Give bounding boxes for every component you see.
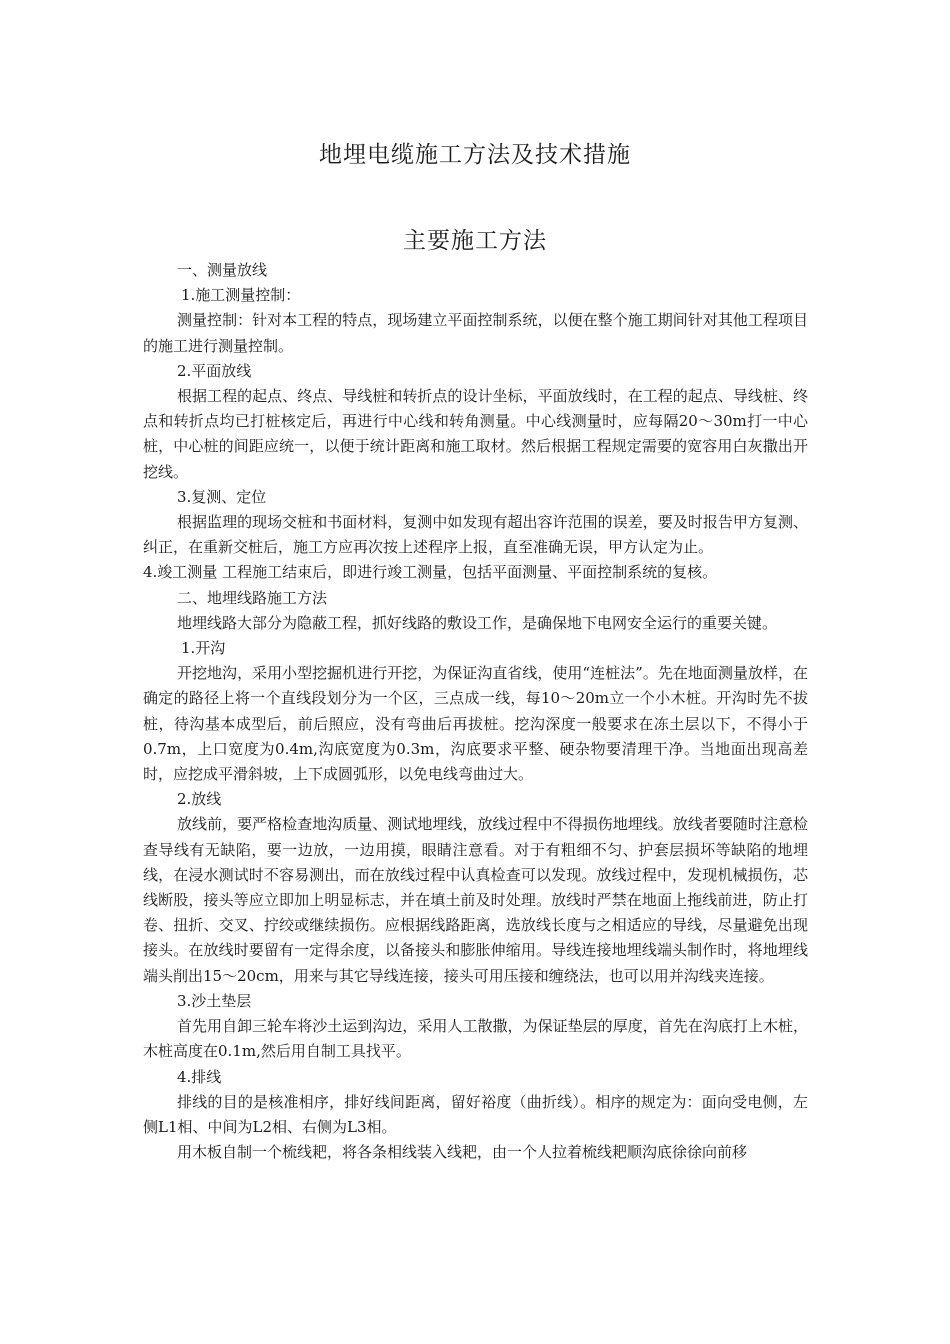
paragraph: 地埋线路大部分为隐蔽工程，抓好线路的敷设工作，是确保地下电网安全运行的重要关键。 xyxy=(177,613,778,632)
paragraph: 2.放线 xyxy=(177,790,222,809)
paragraph: 开挖地沟，采用小型挖掘机进行开挖，为保证沟直省线，使用“连桩法”。先在地面测量放样，在确定的路径上将一个直线段划分为一个区，三点成一线，每10～20m立一个小木桩。开沟时先不拔桩，待沟基本成型后，前后照应，没有弯曲后再拔桩。挖沟深度一般要求在冻土层以下，不得小于0.7m，上口宽度为0.4m,沟底宽度为0.3m，沟底要求平整、硬杂物要清理干净。当地面出现高差时，应挖成平滑斜坡，上下成圆弧形，以免电线弯曲过大。 xyxy=(143,664,808,784)
paragraph: 根据监理的现场交桩和书面材料，复测中如发现有超出容许范围的误差，要及时报告甲方复测、纠正，在重新交桩后，施工方应再次按上述程序上报，直至准确无误，甲方认定为止。 xyxy=(143,513,808,557)
paragraph: 排线的目的是核准相序，排好线间距离，留好裕度（曲折线）。相序的规定为：面向受电侧，左侧L1相、中间为L2相、右侧为L3相。 xyxy=(143,1092,808,1136)
paragraph: 1.施工测量控制： xyxy=(181,286,301,305)
paragraph: 2.平面放线 xyxy=(177,361,252,380)
paragraph: 4.竣工测量 工程施工结束后，即进行竣工测量，包括平面测量、平面控制系统的复核。 xyxy=(143,563,718,582)
paragraph: 二、地埋线路施工方法 xyxy=(177,588,328,607)
paragraph: 首先用自卸三轮车将沙土运到沟边，采用人工散撒，为保证垫层的厚度，首先在沟底打上木桩，木桩高度在0.1m,然后用自制工具找平。 xyxy=(143,1017,808,1061)
paragraph: 3.沙土垫层 xyxy=(177,991,252,1010)
document-title: 地埋电缆施工方法及技术措施 xyxy=(319,142,631,168)
paragraph: 根据工程的起点、终点、导线桩和转折点的设计坐标，平面放线时，在工程的起点、导线桩、终点和转折点均已打桩核定后，再进行中心线和转角测量。中心线测量时，应每隔20～30m打一中心桩，中心桩的间距应统一，以便于统计距离和施工取材。然后根据工程规定需要的宽容用白灰撒出开挖线。 xyxy=(143,387,808,481)
paragraph: 4.排线 xyxy=(177,1067,222,1086)
paragraph: 1.开沟 xyxy=(181,639,226,658)
section-title: 主要施工方法 xyxy=(403,228,547,254)
paragraph: 3.复测、定位 xyxy=(177,487,267,506)
paragraph: 一、测量放线 xyxy=(177,261,268,279)
paragraph: 测量控制：针对本工程的特点，现场建立平面控制系统，以便在整个施工期间针对其他工程项目的施工进行测量控制。 xyxy=(143,311,808,355)
paragraph: 用木板自制一个梳线耙，将各条相线装入线耙，由一个人拉着梳线耙顺沟底徐徐向前移 xyxy=(177,1143,748,1162)
paragraph: 放线前，要严格检查地沟质量、测试地埋线，放线过程中不得损伤地埋线。放线者要随时注意检查导线有无缺陷，要一边放，一边用摸，眼睛注意看。对于有粗细不匀、护套层损坏等缺陷的地埋线，在浸水测试时不容易测出，而在放线过程中认真检查可以发现。放线过程中，发现机械损伤，芯线断股，接头等应立即加上明显标志，并在填土前及时处理。放线时严禁在地面上拖线前进，防止打卷、扭折、交叉、拧绞或继续损伤。应根据线路距离，选放线长度与之相适应的导线，尽量避免出现接头。在放线时要留有一定得余度，以备接头和膨胀伸缩用。导线连接地埋线端头制作时，将地埋线端头削出15～20cm，用来与其它导线连接，接头可用压接和缠绕法，也可以用并沟线夹连接。 xyxy=(143,815,808,985)
document-body xyxy=(143,258,808,1165)
